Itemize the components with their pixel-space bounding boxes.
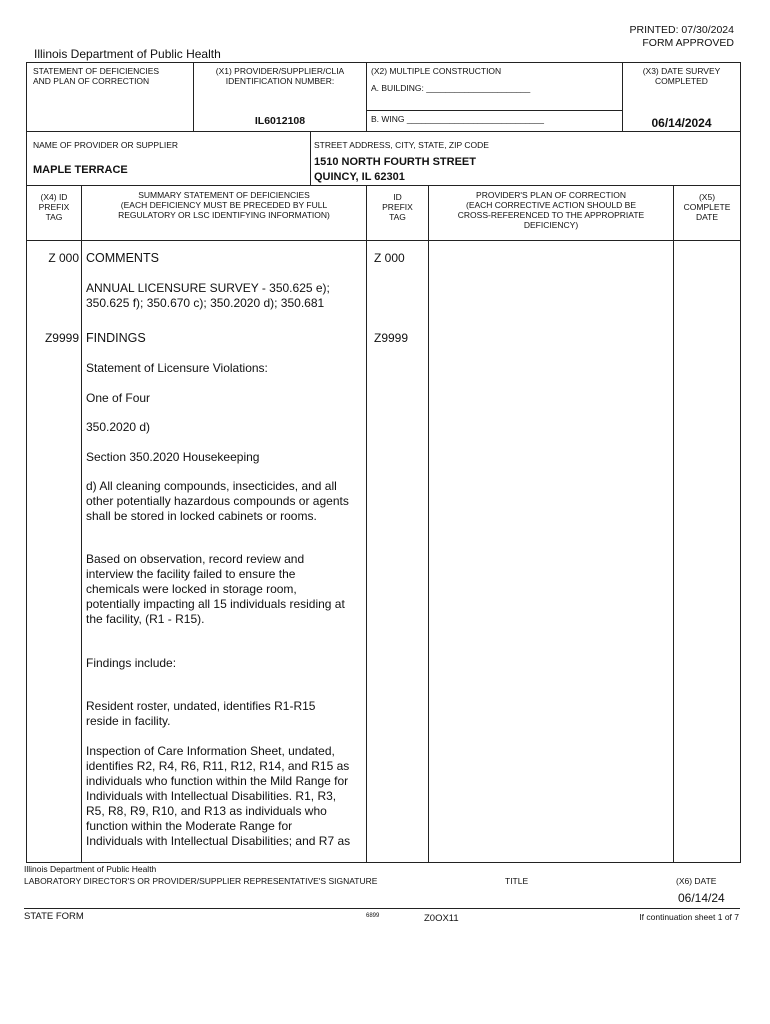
signature-label: LABORATORY DIRECTOR'S OR PROVIDER/SUPPLIER REPRESENTATIVE'S SIGNATURE <box>24 876 378 886</box>
printed-date: PRINTED: 07/30/2024 <box>629 24 734 36</box>
address-label: STREET ADDRESS, CITY, STATE, ZIP CODE <box>314 140 489 150</box>
x1-label: (X1) PROVIDER/SUPPLIER/CLIA IDENTIFICATION NUMBER: <box>215 66 345 86</box>
findings-p5: d) All cleaning compounds, insecticides, and all other potentially hazardous compounds or agents shall be stored in locked cabinets or rooms. <box>86 479 349 523</box>
findings-p1: Statement of Licensure Violations: <box>86 361 268 375</box>
provider-id-number: IL6012108 <box>254 115 306 127</box>
agency-title: Illinois Department of Public Health <box>34 47 221 61</box>
survey-completed-date: 06/14/2024 <box>651 116 712 130</box>
findings-heading: FINDINGS <box>86 331 146 345</box>
col-summary-header: SUMMARY STATEMENT OF DEFICIENCIES (EACH DEFICIENCY MUST BE PRECEDED BY FULL REGULATORY OR LSC IDENTIFYING INFORMATION) <box>118 190 330 220</box>
findings-p3: 350.2020 d) <box>86 420 151 434</box>
provider-name: MAPLE TERRACE <box>33 164 128 176</box>
x3-label: (X3) DATE SURVEY COMPLETED <box>642 66 721 86</box>
footer-agency: Illinois Department of Public Health <box>24 864 157 874</box>
x6-date-value: 06/14/24 <box>678 891 725 905</box>
building-field: A. BUILDING: ______________________ <box>371 83 531 93</box>
findings-p2: One of Four <box>86 391 151 405</box>
form-code: 6899 <box>366 913 380 919</box>
wing-field: B. WING _____________________________ <box>371 114 544 124</box>
col-id-header: ID PREFIX TAG <box>382 192 413 222</box>
footer-rule <box>24 908 740 909</box>
event-id: Z0OX11 <box>424 913 459 924</box>
findings-p9: Inspection of Care Information Sheet, undated, identifies R2, R4, R6, R11, R12, R14, and R15 as individuals who function within the Mild Range for Individuals with Intellectual Disabilities. R1, R3, R5, R8, R9, R10, and R13 as individuals who function within the Moderate Range for Individuals with Intellectual Disabilities; and R7 as <box>86 744 351 848</box>
statement-label: STATEMENT OF DEFICIENCIES AND PLAN OF CORRECTION <box>33 66 160 86</box>
form-approved: FORM APPROVED <box>642 37 734 49</box>
title-label: TITLE <box>505 876 529 886</box>
x6-date-label: (X6) DATE <box>676 876 717 886</box>
tag-z9999-right: Z9999 <box>374 331 409 345</box>
state-form-label: STATE FORM <box>24 911 84 922</box>
findings-p7: Findings include: <box>86 656 177 670</box>
address-line-1: 1510 NORTH FOURTH STREET <box>314 156 476 168</box>
col-x4-header: (X4) ID PREFIX TAG <box>38 192 70 222</box>
tag-z000-right: Z 000 <box>374 251 405 265</box>
comments-text: ANNUAL LICENSURE SURVEY - 350.625 e); 350.625 f); 350.670 c); 350.2020 d); 350.681 <box>86 281 330 310</box>
comments-heading: COMMENTS <box>86 251 159 265</box>
findings-p4: Section 350.2020 Housekeeping <box>86 450 260 464</box>
tag-z000: Z 000 <box>48 251 79 265</box>
col-plan-header: PROVIDER'S PLAN OF CORRECTION (EACH CORRECTIVE ACTION SHOULD BE CROSS-REFERENCED TO THE APPROPRIATE DEFICIENCY) <box>457 190 645 230</box>
continuation-sheet: If continuation sheet 1 of 7 <box>639 912 739 922</box>
address-line-2: QUINCY, IL 62301 <box>314 171 405 183</box>
tag-z9999: Z9999 <box>44 331 79 345</box>
col-x5-header: (X5) COMPLETE DATE <box>683 192 731 222</box>
findings-p8: Resident roster, undated, identifies R1-R15 reside in facility. <box>86 699 316 728</box>
findings-p6: Based on observation, record review and interview the facility failed to ensure the chemicals were locked in storage room, potentially impacting all 15 individuals residing at the facility, (R1 - R15). <box>86 552 345 626</box>
provider-name-label: NAME OF PROVIDER OR SUPPLIER <box>33 140 178 150</box>
x2-label: (X2) MULTIPLE CONSTRUCTION <box>371 66 502 76</box>
